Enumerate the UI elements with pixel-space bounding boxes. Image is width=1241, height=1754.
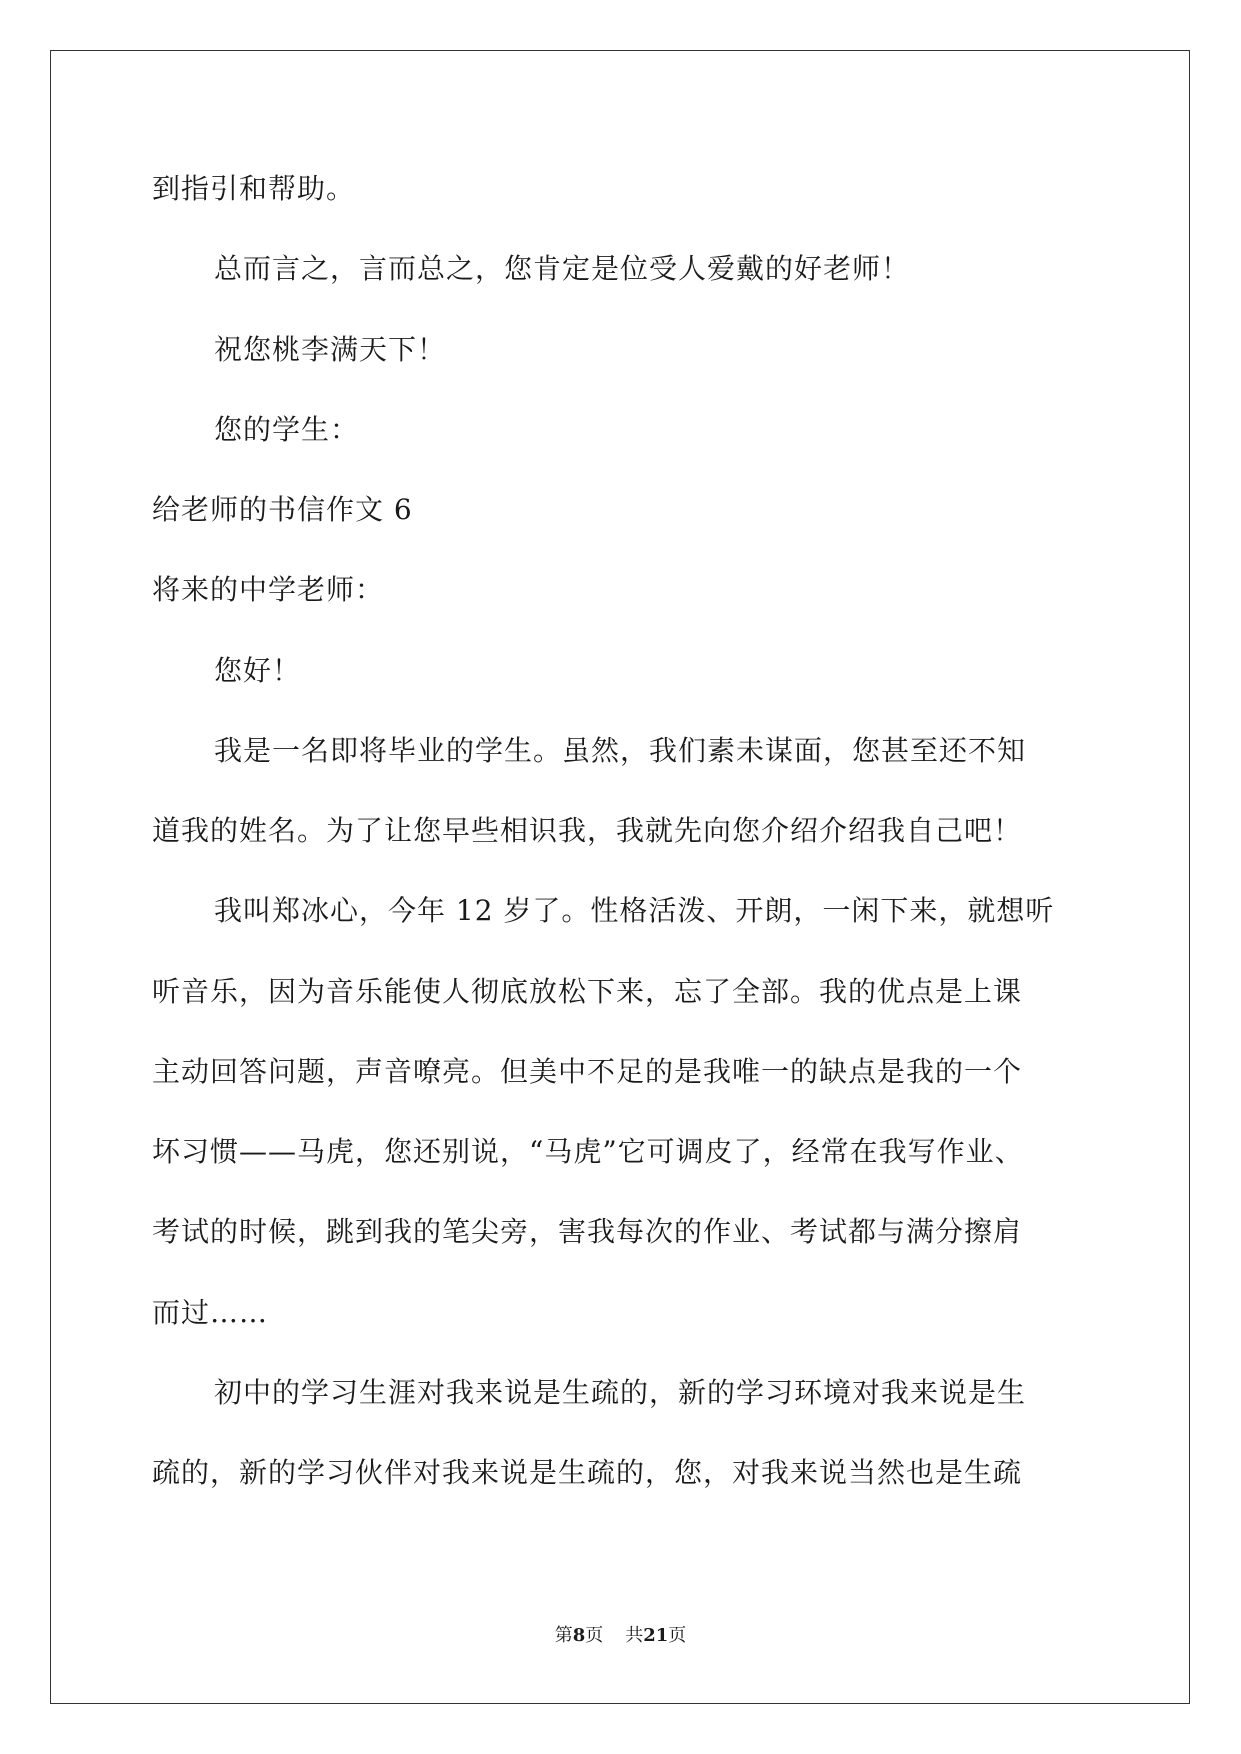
text-line-13: 坏习惯——马虎，您还别说，“马虎”它可调皮了，经常在我写作业、: [152, 1135, 1024, 1168]
text-line-10: 我叫郑冰心，今年 12 岁了。性格活泼、开朗，一闲下来，就想听: [214, 894, 1055, 927]
text-line-14: 考试的时候，跳到我的笔尖旁，害我每次的作业、考试都与满分擦肩: [152, 1215, 1023, 1248]
section-heading: 给老师的书信作文 6: [152, 493, 413, 526]
text-line-15: 而过……: [152, 1296, 269, 1329]
page-prefix: 第: [554, 1625, 573, 1646]
greeting: 您好！: [214, 654, 302, 687]
text-line-11: 听音乐，因为音乐能使人彻底放松下来，忘了全部。我的优点是上课: [152, 975, 1023, 1008]
page-footer: [0, 1624, 1241, 1648]
text-line-2: 总而言之，言而总之，您肯定是位受人爱戴的好老师！: [214, 252, 911, 285]
text-line-12: 主动回答问题，声音嘹亮。但美中不足的是我唯一的缺点是我的一个: [152, 1055, 1023, 1088]
text-line-3: 祝您桃李满天下！: [214, 333, 447, 366]
text-line-17: 疏的，新的学习伙伴对我来说是生疏的，您，对我来说当然也是生疏: [152, 1456, 1023, 1489]
total-suffix: 页: [668, 1625, 687, 1646]
total-prefix: 共: [625, 1625, 644, 1646]
text-line-4: 您的学生：: [214, 413, 360, 446]
page-number: 8: [572, 1625, 586, 1646]
salutation: 将来的中学老师：: [152, 573, 385, 606]
text-line-8: 我是一名即将毕业的学生。虽然，我们素未谋面，您甚至还不知: [214, 734, 1027, 767]
text-line-9: 道我的姓名。为了让您早些相识我，我就先向您介绍介绍我自己吧！: [152, 814, 1023, 847]
total-pages: 21: [643, 1625, 669, 1646]
text-line-16: 初中的学习生涯对我来说是生疏的，新的学习环境对我来说是生: [214, 1376, 1027, 1409]
page-suffix: 页: [585, 1625, 604, 1646]
text-line-1: 到指引和帮助。: [152, 172, 356, 205]
